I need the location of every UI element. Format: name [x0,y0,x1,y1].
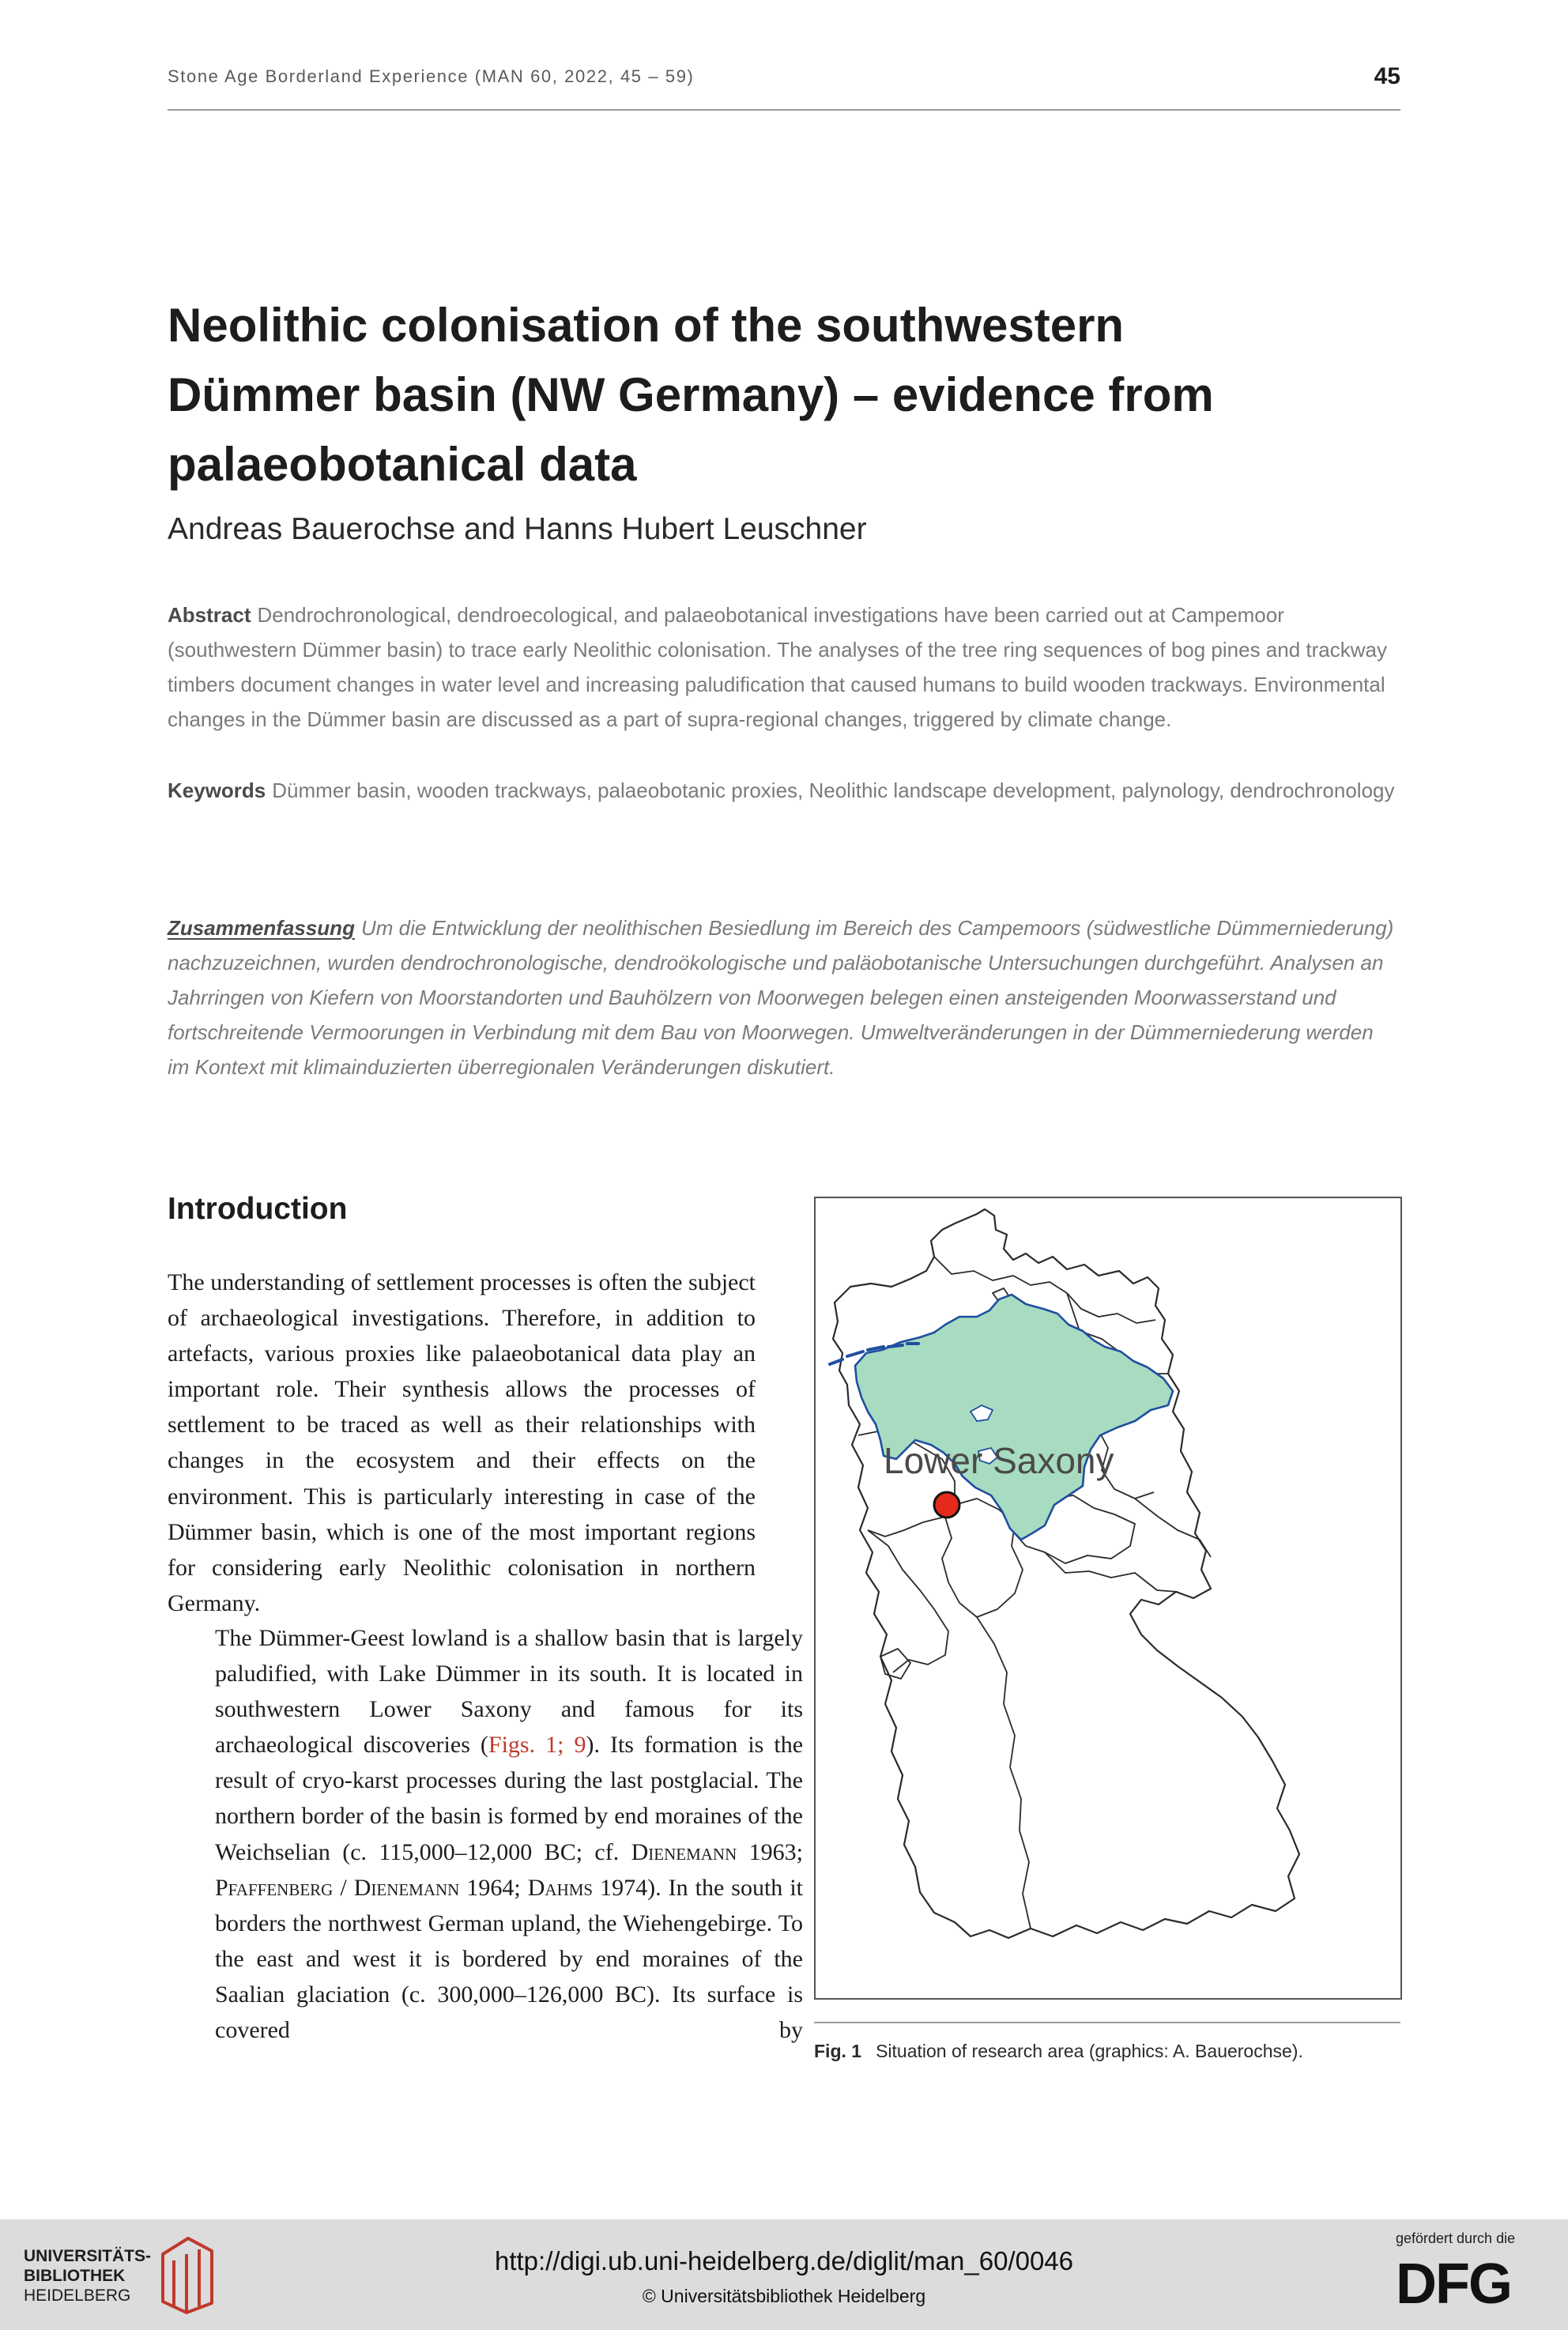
p2-text-5: 1974). In the south it borders the northwest German upland, the Wiehengebirge. To the east and west it is bordered by end moraines of the Saalian glaciation (c. 300,000–126,000 BC). Its surface is covered by [215,1874,803,2044]
keywords [168,773,1400,808]
library-name-line-1: UNIVERSITÄTS- [24,2247,152,2265]
p2-text-1: The Dümmer-Geest lowland is a shallow basin that is largely paludified, with Lake Dümmer in its south. It is located in southwestern Lower Saxony and famous for its archaeological discoveries ( [215,1625,803,1759]
running-title: Stone Age Borderland Experience (MAN 60, 2022, 45 – 59) [168,66,695,86]
citation-dahms: Dahms [527,1874,594,1901]
article-title [168,291,1432,500]
figure-caption-text: Situation of research area (graphics: A. Bauerochse). [876,2041,1303,2061]
title-line-3: palaeobotanical data [168,438,637,491]
zusammenfassung-text: Um die Entwicklung der neolithischen Besiedlung im Bereich des Campemoors (südwestliche Dümmerniederung) nachzuzeichnen, wurden dendrochronologische, dendroökologische und paläobotanische Untersuchungen durchgeführt. Analysen an Jahrringen von Kiefern von Moorstandorten und Bauhölzern von Moorwegen belegen einen ansteigenden Moorwasserstand und fortschreitende Vermoorungen in Verbindung mit dem Bau von Moorwegen. Umweltveränderungen in der Dümmerniederung werden im Kontext mit klimainduzierten überregionalen Veränderungen diskutiert. [168,916,1394,1079]
figure-rule [814,2022,1400,2023]
section-heading-introduction: Introduction [168,1192,348,1226]
header-rule [168,109,1400,111]
p2-text-4: 1964; [459,1874,528,1901]
figure-reference-link[interactable]: Figs. 1; 9 [488,1732,586,1759]
abstract-label: Abstract [168,603,251,627]
p2-text-2: ). Its formation is the result of cryo-karst processes during the last postglacial. The northern border of the basin is formed by end moraines of the Weichselian (c. 115,000–12,000 BC; cf. [215,1732,804,1865]
intro-paragraph-1: The understanding of settlement processes is often the subject of archaeological investigations. Therefore, in addition to artefacts, various proxies like palaeobotanical data play an important role. Their synthesis allows the processes of settlement to be traced as well as their relationships with changes in the ecosystem and their effects on the environment. This is particularly interesting in case of the Dümmer basin, which is one of the most important regions for considering early Neolithic colonisation in northern Germany. [168,1269,756,1616]
funded-by-text: gefördert durch die [1396,2230,1516,2246]
figure-caption [814,2041,1303,2062]
title-line-1: Neolithic colonisation of the southwestern [168,299,1125,352]
title-line-2: Dümmer basin (NW Germany) – evidence from [168,368,1214,421]
dfg-logo [1394,2254,1541,2309]
dfg-logo-text: DFG [1396,2254,1511,2309]
map-label-lower-saxony: Lower Saxony [884,1440,1114,1481]
page-number: 45 [1374,63,1400,89]
research-site-marker [934,1492,959,1518]
zusammenfassung-label: Zusammenfassung [168,916,355,940]
authors: Andreas Bauerochse and Hanns Hubert Leuschner [168,512,867,546]
footer-copyright: © Universitätsbibliothek Heidelberg [642,2286,926,2306]
germany-map [816,1198,1400,1998]
map-figure [814,1197,1402,2000]
footer-url-link[interactable]: http://digi.ub.uni-heidelberg.de/diglit/man_60/0046 [494,2246,1074,2275]
figure-label: Fig. 1 [814,2041,862,2061]
library-name-line-3: HEIDELBERG [24,2287,131,2305]
abstract-text: Dendrochronological, dendroecological, and palaeobotanical investigations have been carried out at Campemoor (southwestern Dümmer basin) to trace early Neolithic colonisation. The analyses of the tree ring sequences of bog pines and trackway timbers document changes in water level and increasing paludification that caused humans to build wooden trackways. Environmental changes in the Dümmer basin are discussed as a part of supra-regional changes, triggered by climate change. [168,603,1387,731]
library-name-line-2: BIBLIOTHEK [24,2267,126,2285]
keywords-text: Dümmer basin, wooden trackways, palaeobotanic proxies, Neolithic landscape development, palynology, dendrochronology [272,779,1395,802]
intro-paragraph-2 [168,1620,803,2048]
p2-text-3: 1963; [737,1838,803,1865]
citation-pfaffenberg-dienemann: Pfaffenberg / Dienemann [215,1874,460,1901]
citation-dienemann: Dienemann [631,1838,737,1865]
keywords-label: Keywords [168,779,266,802]
germany-outline [833,1209,1299,1938]
zusammenfassung [168,911,1400,1084]
abstract [168,598,1400,737]
